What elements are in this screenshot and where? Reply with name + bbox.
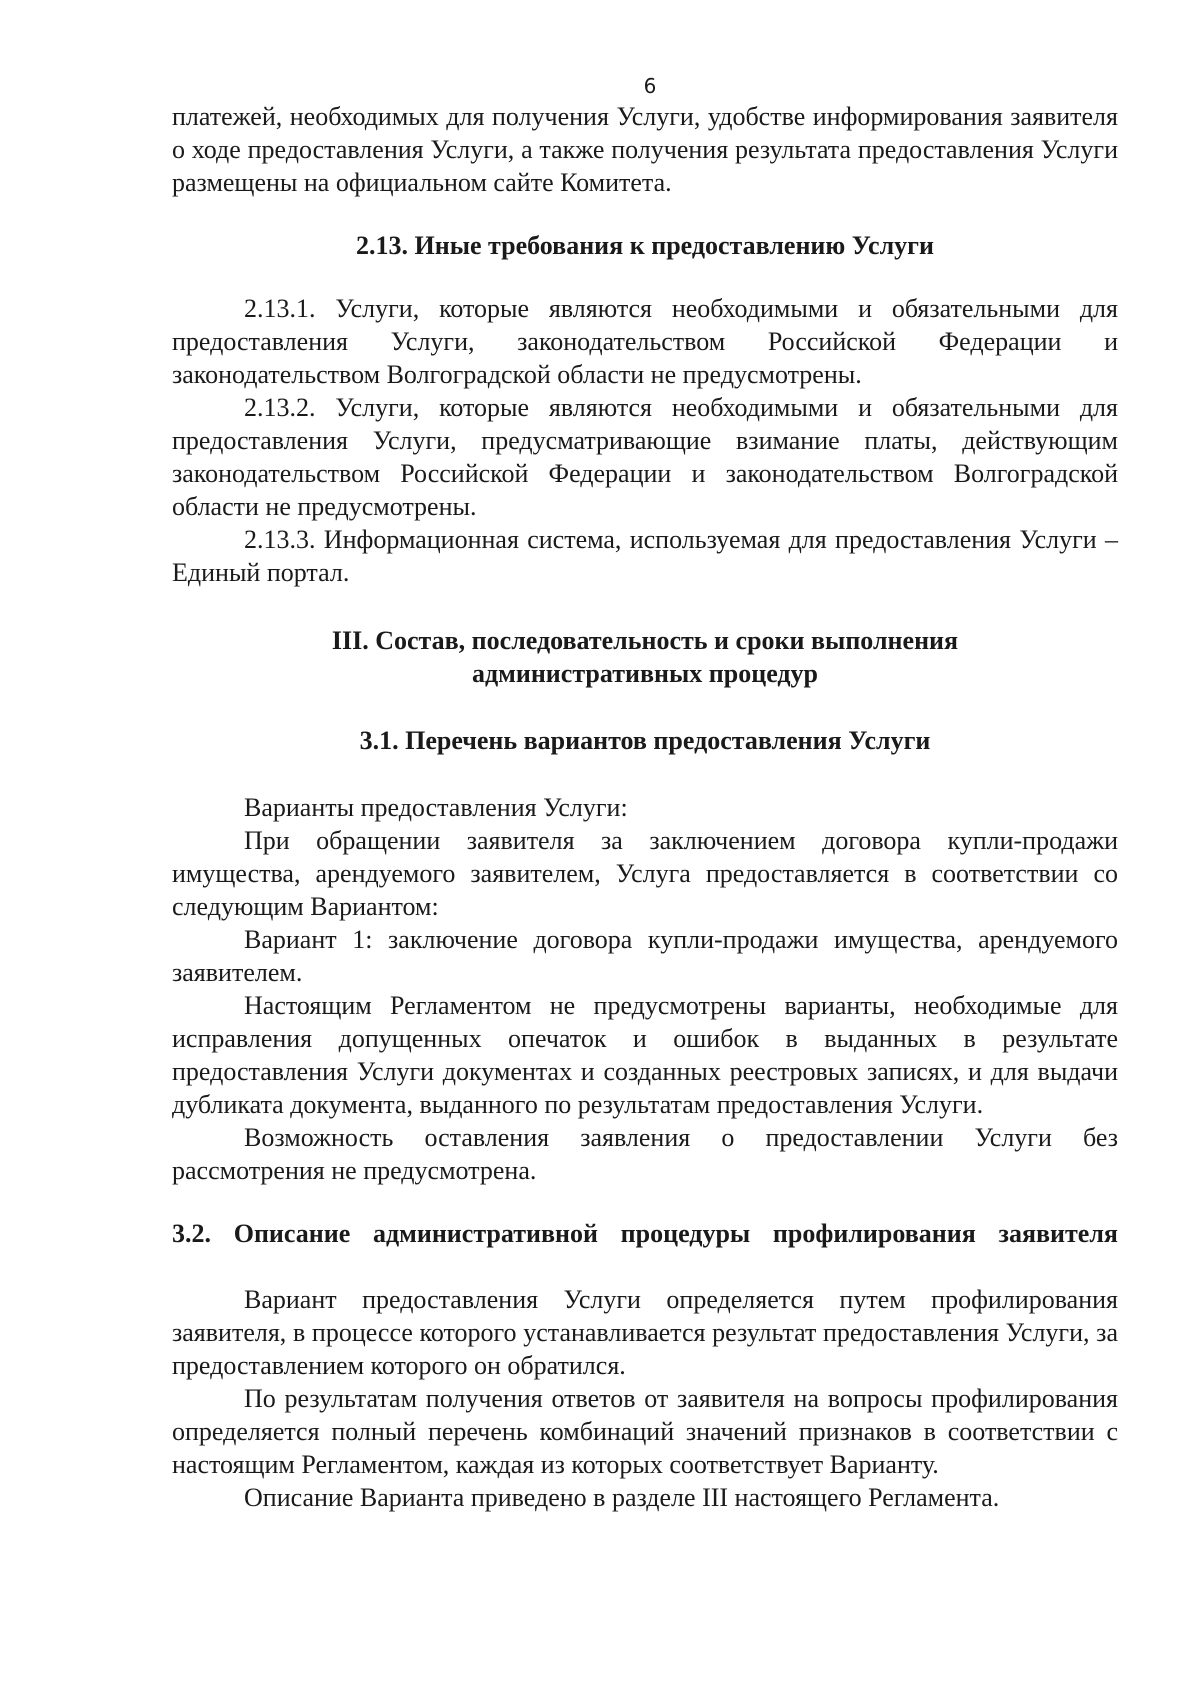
document-page xyxy=(172,72,1118,1514)
paragraph-3-1-1: Варианты предоставления Услуги: xyxy=(244,793,628,822)
page-number: 6 xyxy=(643,74,657,98)
section-3-heading xyxy=(172,624,1118,690)
section-3-2-heading: 3.2. Описание административной процедуры профилирования заявителя xyxy=(172,1219,1118,1248)
section-2-13-heading: 2.13. Иные требования к предоставлению Услуги xyxy=(356,231,934,260)
paragraph-3-1-2: При обращении заявителя за заключением договора купли-продажи имущества, арендуемого заявителем, Услуга предоставляется в соответствии со следующим Вариантом: xyxy=(172,826,1118,921)
section-3-1-heading: 3.1. Перечень вариантов предоставления Услуги xyxy=(359,726,931,755)
paragraph-3-1-3: Вариант 1: заключение договора купли-продажи имущества, арендуемого заявителем. xyxy=(172,925,1118,987)
paragraph-2-13-2: 2.13.2. Услуги, которые являются необходимыми и обязательными для предоставления Услуги, предусматривающие взимание платы, действующим законодательством Российской Федерации и законодательством Волгоградской области не предусмотрены. xyxy=(172,393,1118,521)
intro-paragraph: платежей, необходимых для получения Услуги, удобстве информирования заявителя о ходе предоставления Услуги, а также получения результата предоставления Услуги размещены на официальном сайте Комитета. xyxy=(172,102,1118,197)
paragraph-2-13-1: 2.13.1. Услуги, которые являются необходимыми и обязательными для предоставления Услуги, законодательством Российской Федерации и законодательством Волгоградской области не предусмотрены. xyxy=(172,294,1118,389)
paragraph-3-1-5: Возможность оставления заявления о предоставлении Услуги без рассмотрения не предусмотрена. xyxy=(172,1123,1118,1185)
paragraph-2-13-3: 2.13.3. Информационная система, используемая для предоставления Услуги – Единый портал. xyxy=(172,525,1118,587)
section-3-heading-line2: административных процедур xyxy=(471,659,819,688)
paragraph-3-2-2: По результатам получения ответов от заявителя на вопросы профилирования определяется полный перечень комбинаций значений признаков в соответствии с настоящим Регламентом, каждая из которых соответствует Варианту. xyxy=(172,1384,1118,1479)
section-3-heading-line1: III. Состав, последовательность и сроки выполнения xyxy=(331,626,959,655)
paragraph-3-1-4: Настоящим Регламентом не предусмотрены варианты, необходимые для исправления допущенных опечаток и ошибок в выданных в результате предоставления Услуги документах и созданных реестровых записях, и для выдачи дубликата документа, выданного по результатам предоставления Услуги. xyxy=(172,991,1118,1119)
paragraph-3-2-1: Вариант предоставления Услуги определяется путем профилирования заявителя, в процессе которого устанавливается результат предоставления Услуги, за предоставлением которого он обратился. xyxy=(172,1285,1118,1380)
paragraph-3-2-3: Описание Варианта приведено в разделе III настоящего Регламента. xyxy=(244,1483,1000,1512)
